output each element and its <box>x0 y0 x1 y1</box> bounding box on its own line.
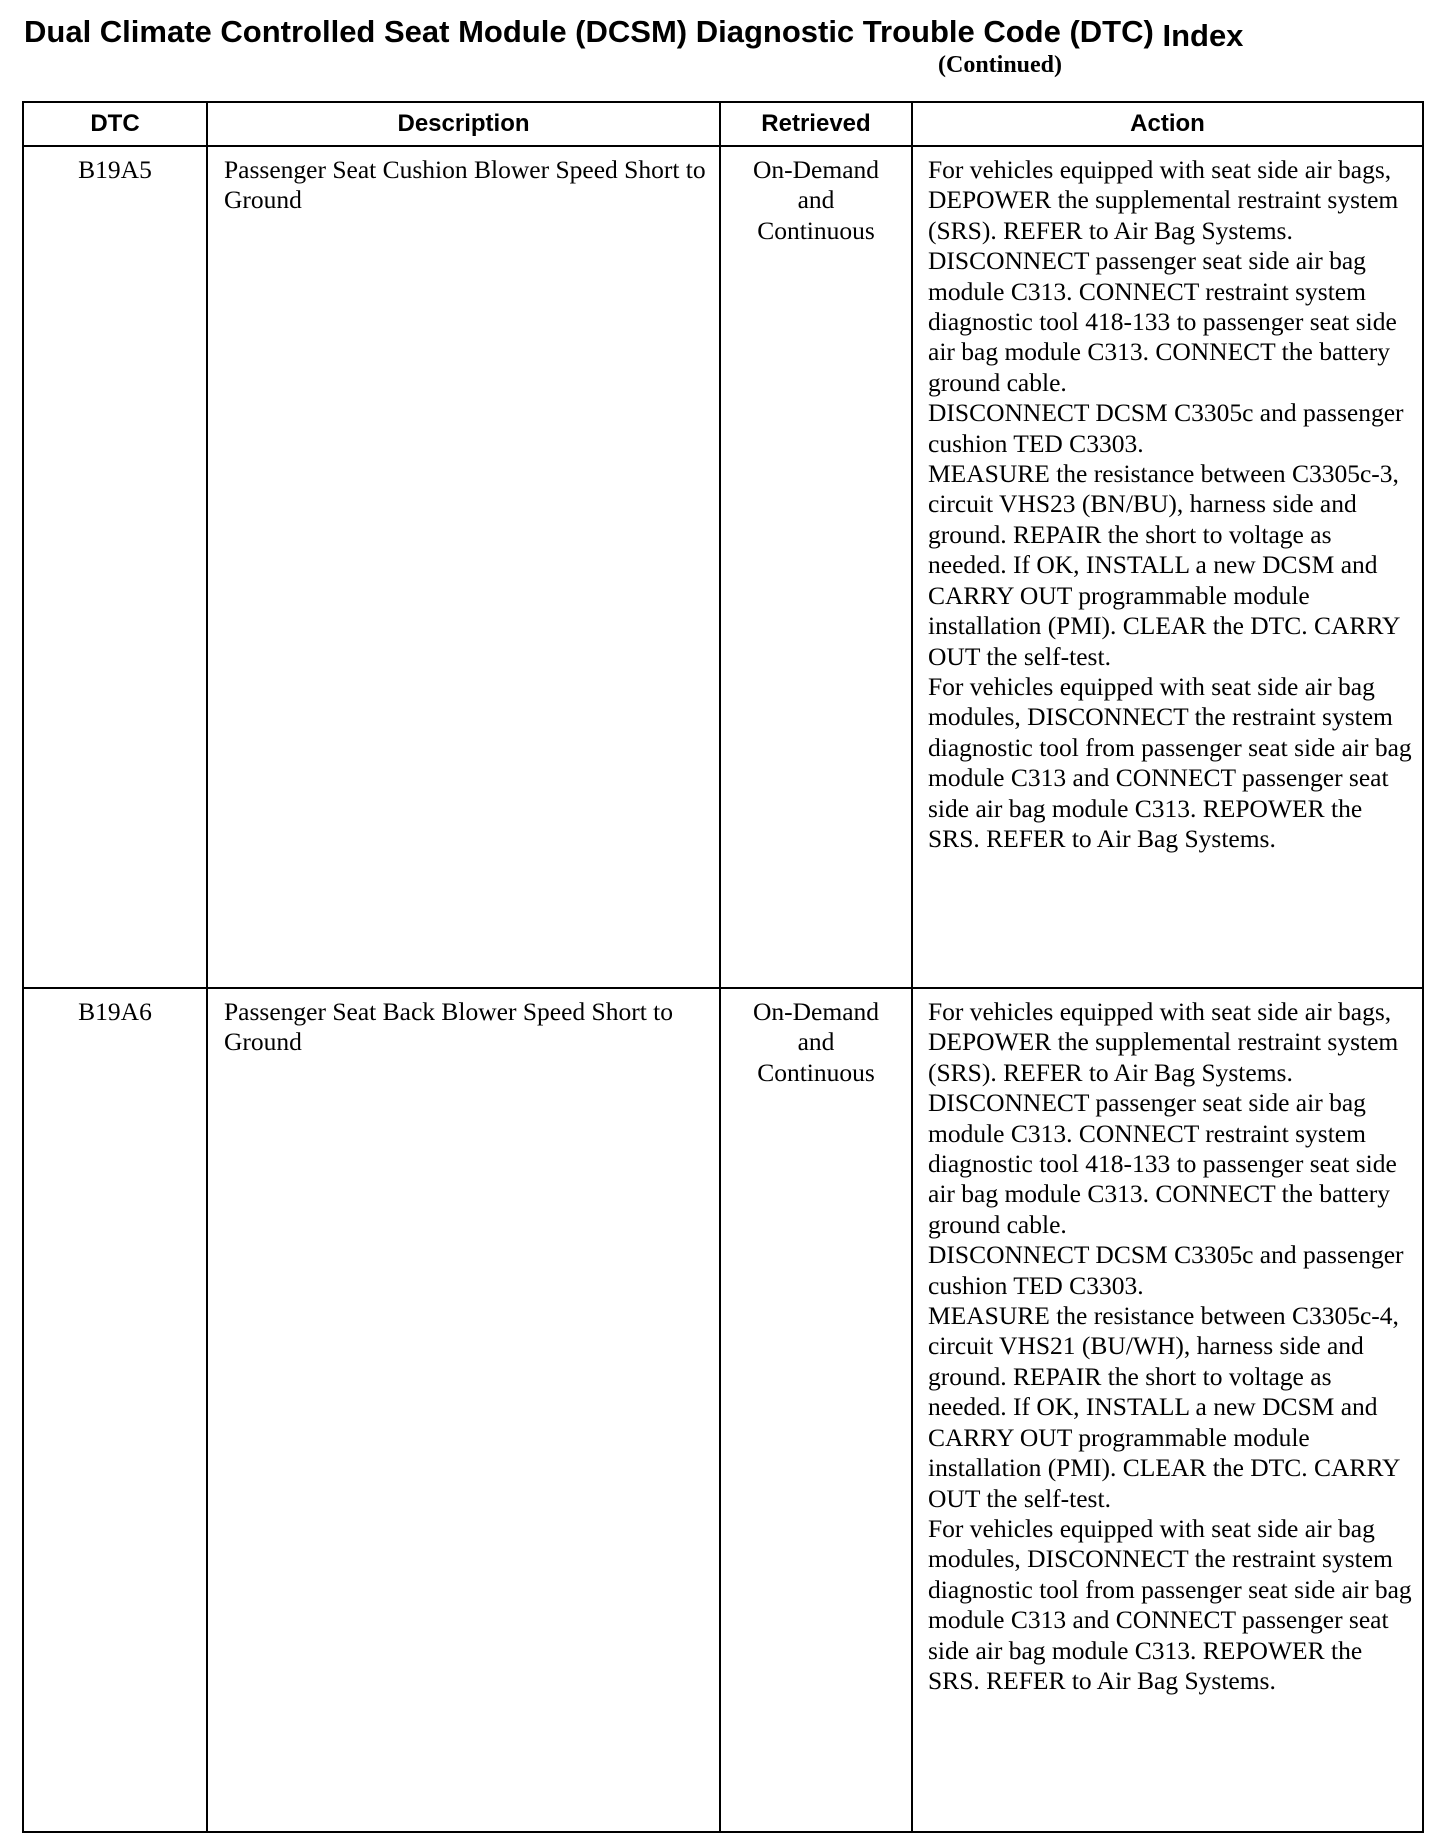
retrieved-line: On-Demand <box>752 997 880 1026</box>
action-paragraph: For vehicles equipped with seat side air bags, DEPOWER the supplemental restraint system (SRS). REFER to Air Bag Systems. DISCONNECT passenger seat side air bag module C313. CONNECT restraint system diagnostic tool 418-133 to passenger seat side air bag module C313. CONNECT the battery ground cable. <box>928 997 1399 1239</box>
retrieved-cell <box>720 988 912 1832</box>
column-header-description: Description <box>207 102 720 146</box>
retrieved-line: Continuous <box>757 1057 875 1087</box>
retrieved-line: and <box>797 185 835 215</box>
action-paragraph: MEASURE the resistance between C3305c-4, circuit VHS21 (BU/WH), harness side and ground. REPAIR the short to voltage as needed. If OK, INSTALL a new DCSM and CARRY OUT programmable module installation (PMI). CLEAR the DTC. CARRY OUT the self-test. <box>928 1301 1400 1513</box>
action-cell <box>912 146 1423 988</box>
action-paragraph: For vehicles equipped with seat side air bags, DEPOWER the supplemental restraint system (SRS). REFER to Air Bag Systems. DISCONNECT passenger seat side air bag module C313. CONNECT restraint system diagnostic tool 418-133 to passenger seat side air bag module C313. CONNECT the battery ground cable. <box>928 155 1399 397</box>
retrieved-line: and <box>797 1027 835 1057</box>
action-paragraph: DISCONNECT DCSM C3305c and passenger cushion TED C3303. <box>928 1240 1404 1300</box>
action-paragraph: For vehicles equipped with seat side air bag modules, DISCONNECT the restraint system diagnostic tool from passenger seat side air bag module C313 and CONNECT passenger seat side air bag module C313. REPOWER the SRS. REFER to Air Bag Systems. <box>928 1513 1412 1695</box>
retrieved-line: Continuous <box>757 215 875 245</box>
table-header-row <box>23 102 1423 146</box>
continued-label: (Continued) <box>938 52 1063 78</box>
retrieved-line: On-Demand <box>752 155 880 184</box>
page-title <box>24 12 1243 52</box>
table-row <box>23 988 1423 1832</box>
column-header-retrieved: Retrieved <box>720 102 912 146</box>
page-title-suffix: Index <box>1162 18 1244 53</box>
table-row <box>23 146 1423 988</box>
action-cell <box>912 988 1423 1832</box>
page-title-text: Dual Climate Controlled Seat Module (DCSM) Diagnostic Trouble Code (DTC) <box>24 14 1154 49</box>
dtc-description: Passenger Seat Back Blower Speed Short to Ground <box>207 988 720 1832</box>
column-header-dtc: DTC <box>23 102 207 146</box>
dtc-code: B19A5 <box>23 146 207 988</box>
retrieved-cell <box>720 146 912 988</box>
action-paragraph: For vehicles equipped with seat side air bag modules, DISCONNECT the restraint system diagnostic tool from passenger seat side air bag module C313 and CONNECT passenger seat side air bag module C313. REPOWER the SRS. REFER to Air Bag Systems. <box>928 671 1412 853</box>
dtc-description: Passenger Seat Cushion Blower Speed Short to Ground <box>207 146 720 988</box>
dtc-index-table <box>22 101 1424 1833</box>
dtc-code: B19A6 <box>23 988 207 1832</box>
action-paragraph: MEASURE the resistance between C3305c-3, circuit VHS23 (BN/BU), harness side and ground. REPAIR the short to voltage as needed. If OK, INSTALL a new DCSM and CARRY OUT programmable module installation (PMI). CLEAR the DTC. CARRY OUT the self-test. <box>928 459 1400 671</box>
action-paragraph: DISCONNECT DCSM C3305c and passenger cushion TED C3303. <box>928 398 1404 458</box>
column-header-action: Action <box>912 102 1423 146</box>
